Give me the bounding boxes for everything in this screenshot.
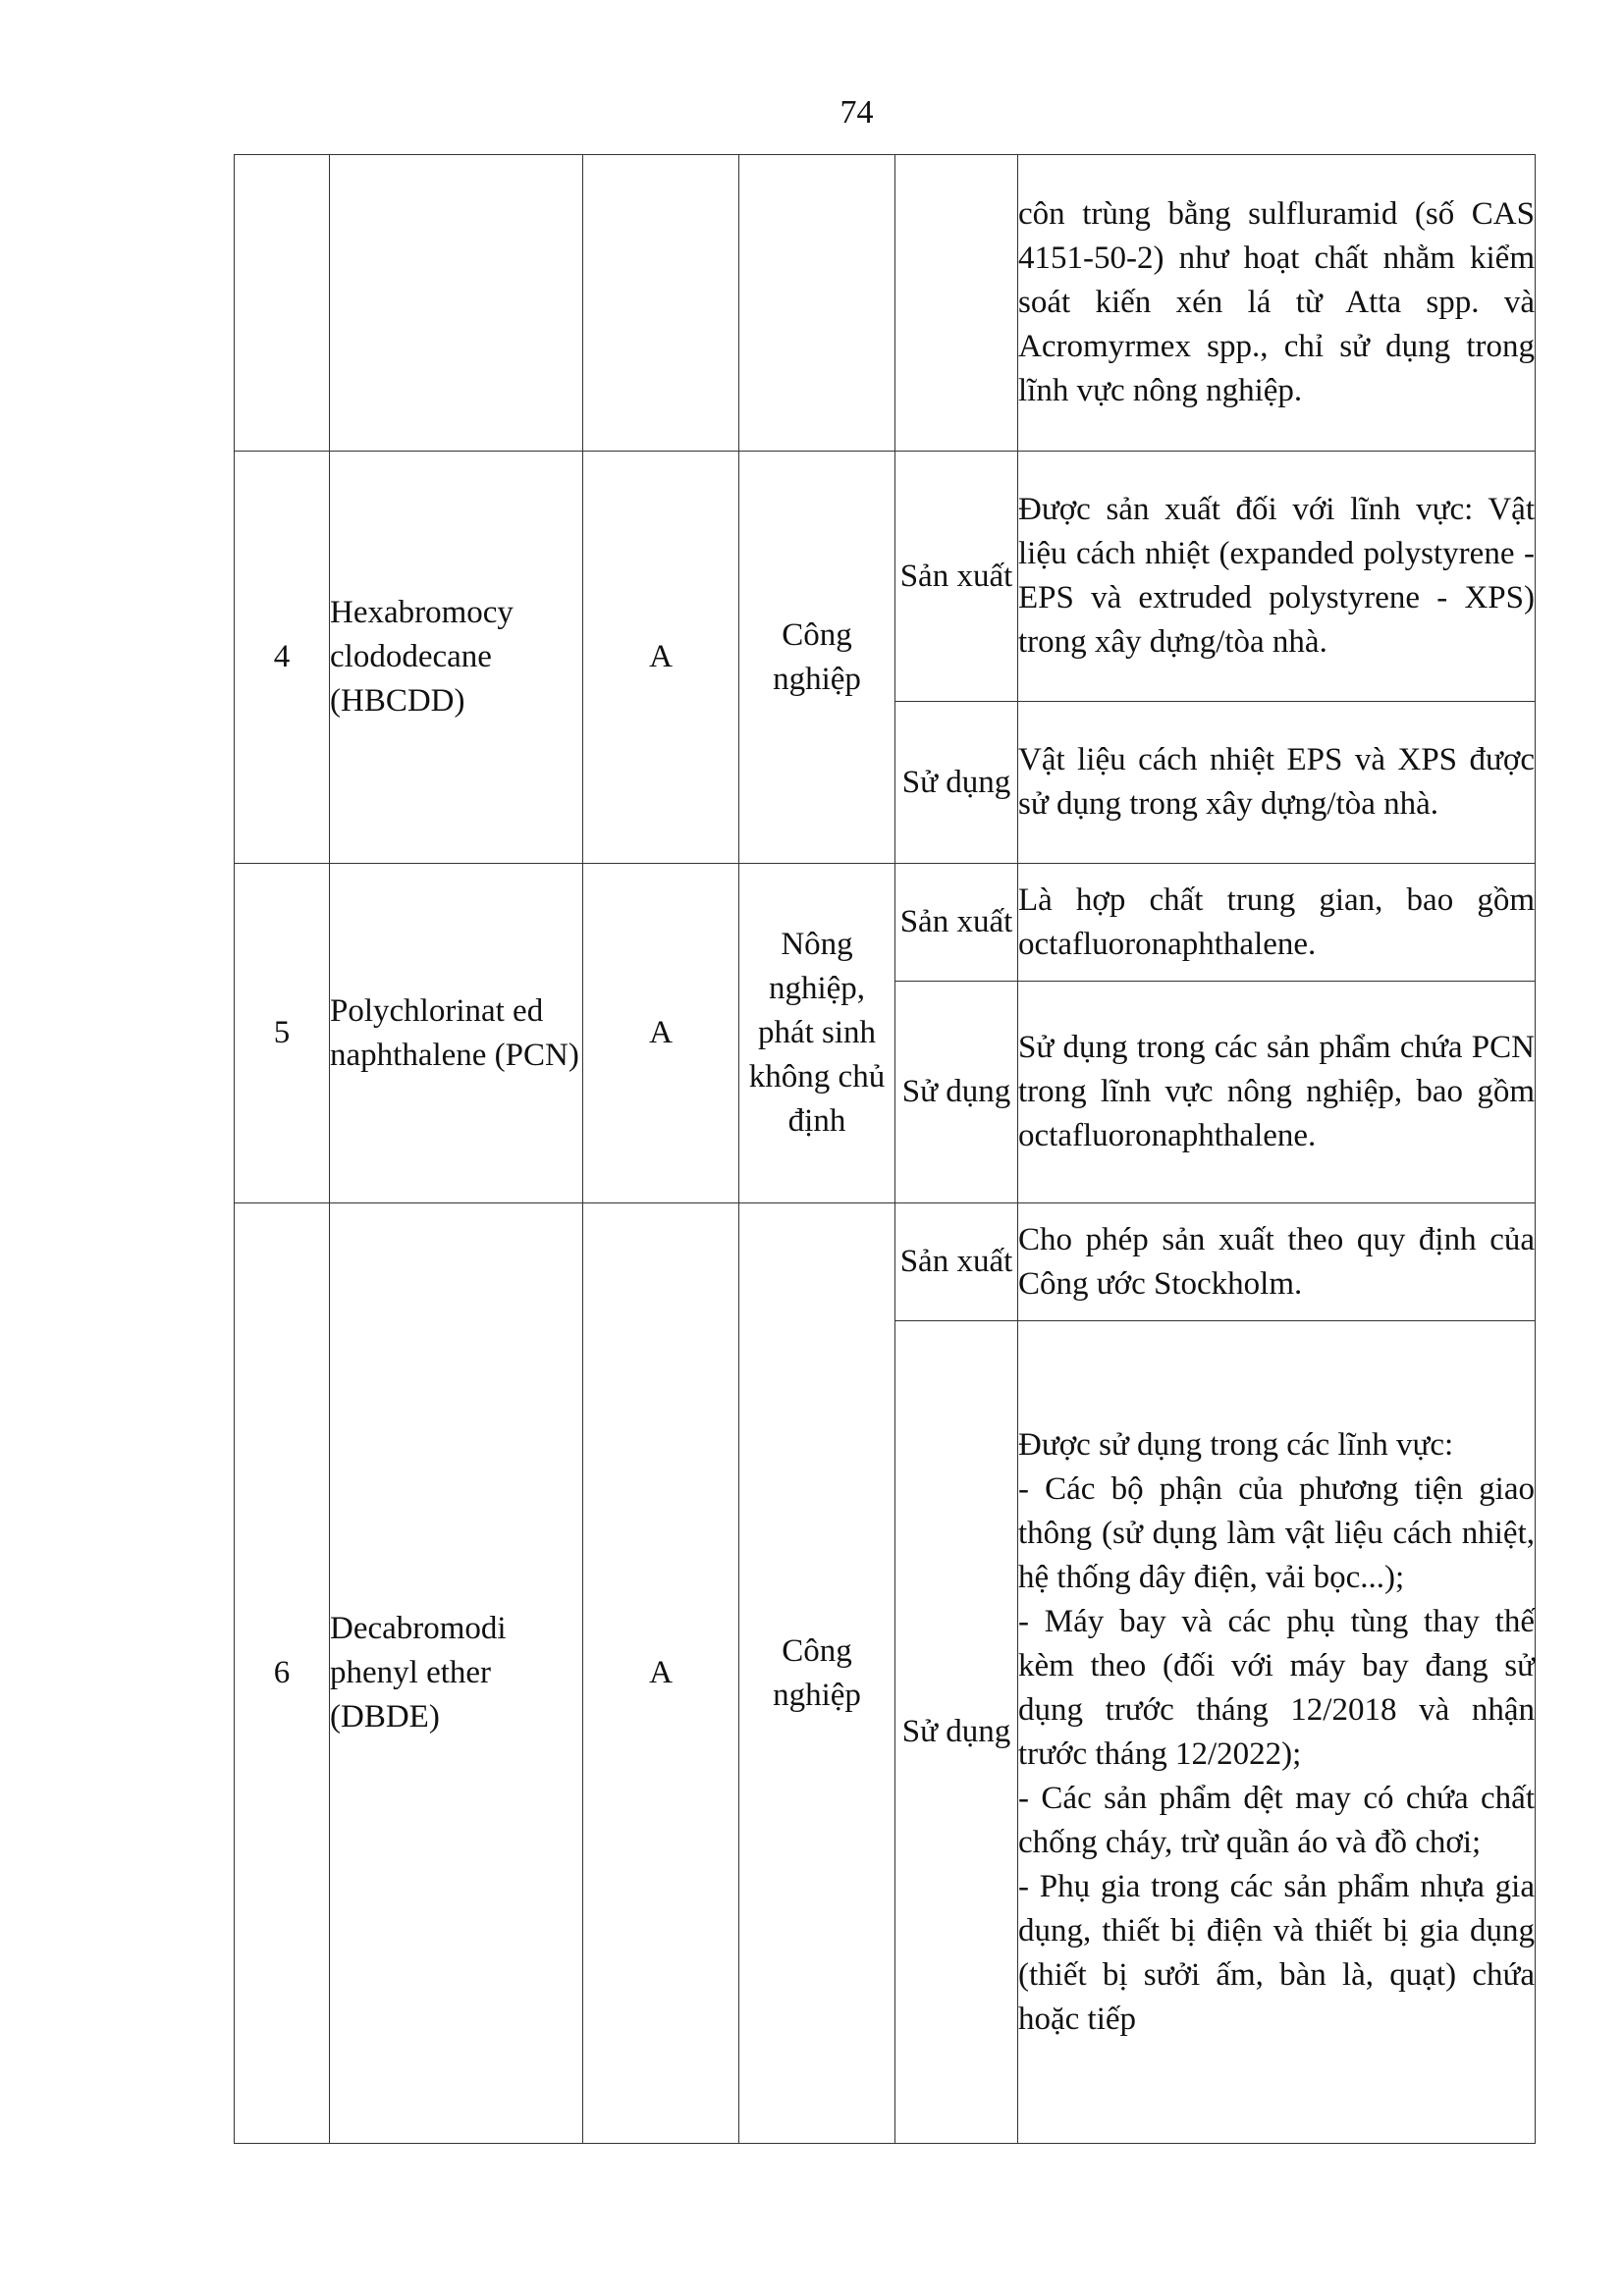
substance-name: Decabromodi phenyl ether (DBDE) [330,1203,583,2144]
table-row [235,864,1536,982]
substance-name: Hexabromocy clododecane (HBCDD) [330,452,583,864]
activity-type: Sử dụng [895,982,1018,1203]
substance-name: Polychlorinat ed naphthalene (PCN) [330,864,583,1203]
table-row [235,155,1536,452]
activity-type: Sản xuất [895,1203,1018,1321]
row-number: 5 [235,864,330,1203]
application-field: Nông nghiệp, phát sinh không chủ định [739,864,895,1203]
activity-description [1018,982,1536,1203]
description-line: - Các bộ phận của phương tiện giao thông (sử dụng làm vật liệu cách nhiệt, hệ thống dây điện, vải bọc...); [1018,1470,1535,1595]
description-line: côn trùng bằng sulfluramid (số CAS 4151-50-2) như hoạt chất nhằm kiểm soát kiến xén lá từ Atta spp. và Acromyrmex spp., chỉ sử dụng trong lĩnh vực nông nghiệp. [1018,196,1535,408]
activity-type: Sử dụng [895,702,1018,864]
row-number: 6 [235,1203,330,2144]
activity-description [1018,864,1536,982]
table-row [235,1203,1536,1321]
activity-type: Sản xuất [895,864,1018,982]
activity-description [1018,702,1536,864]
description-line: - Phụ gia trong các sản phẩm nhựa gia dụng, thiết bị điện và thiết bị gia dụng (thiết bị sưởi ấm, bàn là, quạt) chứa hoặc tiếp [1018,1868,1535,2037]
description-line: Cho phép sản xuất theo quy định của Công ước Stockholm. [1018,1221,1535,1302]
activity-type: Sản xuất [895,452,1018,702]
application-field [739,155,895,452]
row-number: 4 [235,452,330,864]
activity-type: Sử dụng [895,1321,1018,2144]
application-field: Công nghiệp [739,452,895,864]
activity-description [1018,155,1536,452]
activity-description [1018,1321,1536,2144]
row-number [235,155,330,452]
activity-type [895,155,1018,452]
table-row [235,452,1536,702]
regulation-table [234,154,1536,2144]
description-line: Sử dụng trong các sản phẩm chứa PCN trong lĩnh vực nông nghiệp, bao gồm octafluoronaphthalene. [1018,1030,1535,1153]
activity-description [1018,1203,1536,1321]
description-line: Là hợp chất trung gian, bao gồm octafluoronaphthalene. [1018,881,1535,962]
substance-group: A [583,864,739,1203]
description-line: Được sản xuất đối với lĩnh vực: Vật liệu cách nhiệt (expanded polystyrene - EPS và extruded polystyrene - XPS) trong xây dựng/tòa nhà. [1018,492,1535,660]
description-line: Được sử dụng trong các lĩnh vực: [1018,1426,1454,1463]
application-field: Công nghiệp [739,1203,895,2144]
description-line: - Các sản phẩm dệt may có chứa chất chống cháy, trừ quần áo và đồ chơi; [1018,1780,1535,1860]
description-line: Vật liệu cách nhiệt EPS và XPS được sử dụng trong xây dựng/tòa nhà. [1018,742,1535,822]
activity-description [1018,452,1536,702]
substance-group [583,155,739,452]
description-line: - Máy bay và các phụ tùng thay thế kèm theo (đối với máy bay đang sử dụng trước tháng 12/2018 và nhận trước tháng 12/2022); [1018,1603,1535,1772]
page-number: 74 [839,94,874,131]
substance-group: A [583,452,739,864]
substance-group: A [583,1203,739,2144]
substance-name [330,155,583,452]
